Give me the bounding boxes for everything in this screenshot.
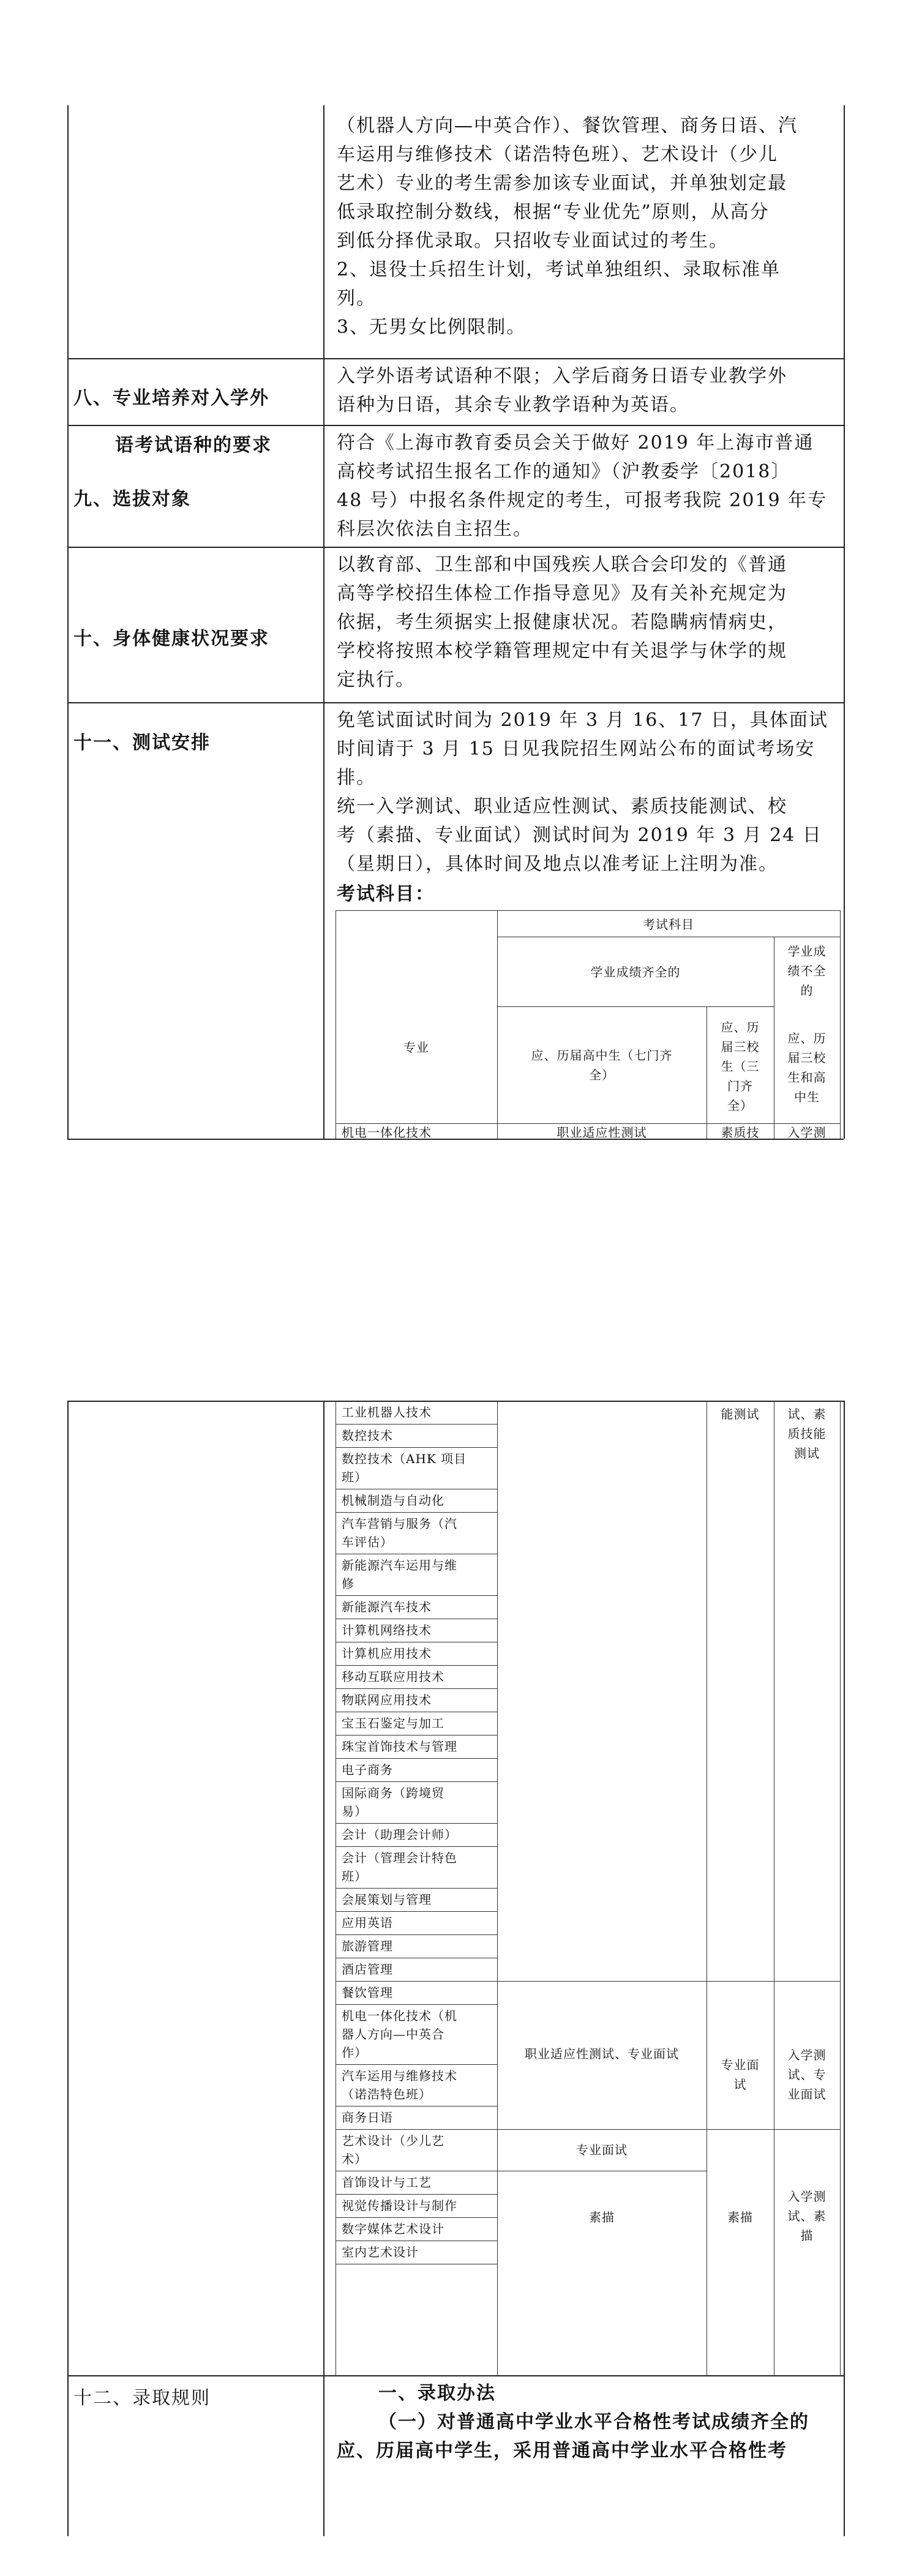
- row-label-line: 八、专业培养对入学外: [73, 388, 269, 409]
- g3-c1: 专业面试: [576, 2143, 628, 2157]
- top-paragraph-line: 3、无男女比例限制。: [337, 316, 527, 338]
- row-content-line: 时间请于 3 月 15 日见我院招生网站公布的面试考场安: [337, 738, 815, 760]
- row12-content-line: 应、历届高中学生，采用普通高中学业水平合格性考: [337, 2440, 787, 2462]
- table-left-border: [67, 1401, 69, 2536]
- major-name: 计算机网络技术: [342, 1623, 432, 1638]
- major-row-line: [336, 1823, 497, 1824]
- inner-first-c1: 职业适应性测试: [557, 1125, 647, 1140]
- row-content-line: 统一入学测试、职业适应性测试、素质技能测试、校: [337, 796, 787, 817]
- row-content-line: 高校考试招生报名工作的通知》（沪教委学〔2018〕: [337, 461, 791, 482]
- major-row-line: [336, 1688, 497, 1689]
- major-name: 宝玉石鉴定与加工: [342, 1716, 444, 1731]
- g4-c1: 素描: [589, 2210, 615, 2225]
- row-content-line: 48 号）中报名条件规定的考生，可报考我院 2019 年专: [337, 490, 828, 511]
- row12-content-line: （一）对普通高中学业水平合格性考试成绩齐全的: [378, 2411, 809, 2433]
- major-row-line: [336, 1512, 497, 1513]
- row12-label: 十二、录取规则: [73, 2387, 211, 2409]
- major-name: 数字媒体艺术设计: [342, 2222, 444, 2236]
- row-label-line: 九、选拔对象: [73, 489, 191, 510]
- inner-header-incomplete: 学业成 绩不全 的: [787, 944, 827, 998]
- major-row-line: [336, 2194, 497, 2195]
- major-row-line: [336, 1781, 497, 1782]
- inner-col-seven: 应、历届高中生（七门齐 全）: [531, 1048, 673, 1082]
- major-name: 商务日语: [342, 2110, 393, 2125]
- table-left-border: [67, 105, 69, 1139]
- inner-first-major: 机电一体化技术: [342, 1125, 432, 1140]
- row-content: [337, 362, 851, 419]
- row-separator: [67, 1401, 844, 1402]
- row-content-line: 考（素描、专业面试）测试时间为 2019 年 3 月 24 日: [337, 825, 822, 846]
- row-separator: [67, 702, 844, 703]
- row-content: [337, 706, 851, 878]
- row12-content: [337, 2379, 851, 2465]
- top-paragraph-line: 2、退役士兵招生计划，考试单独组织、录取标准单: [337, 259, 781, 280]
- major-name: 旅游管理: [342, 1939, 393, 1953]
- table-column-divider: [323, 1401, 324, 2536]
- row-label-line: 十一、测试安排: [73, 732, 211, 754]
- major-row-line: [336, 2004, 497, 2005]
- major-name: 餐饮管理: [342, 1985, 393, 2000]
- top-paragraph-line: 低录取控制分数线，根据“专业优先”原则，从高分: [337, 201, 770, 223]
- g2-c1: 职业适应性测试、专业面试: [525, 2046, 679, 2061]
- major-name: 物联网应用技术: [342, 1693, 432, 1707]
- top-paragraph: [337, 111, 851, 342]
- major-name: 汽车营销与服务（汽 车评估）: [342, 1516, 457, 1549]
- major-name: 视觉传播设计与制作: [342, 2198, 457, 2213]
- major-name: 会计（管理会计特色 班）: [342, 1851, 457, 1884]
- subjects-title: 考试科目：: [337, 883, 435, 905]
- row-content: [337, 429, 851, 544]
- row-content-line: 科层次依法自主招生。: [337, 519, 533, 540]
- major-name: 工业机器人技术: [342, 1405, 432, 1420]
- row-label-line: 十、身体健康状况要求: [73, 628, 269, 650]
- major-name: 新能源汽车运用与维 修: [342, 1558, 457, 1591]
- row-separator: [67, 2375, 844, 2376]
- row-content-line: 高等学校招生体检工作指导意见》及有关补充规定为: [337, 583, 787, 604]
- major-name: 应用英语: [342, 1915, 393, 1930]
- row-content-line: 以教育部、卫生部和中国残疾人联合会印发的《普通: [337, 554, 787, 575]
- top-paragraph-line: 到低分择优录取。只招收专业面试过的考生。: [337, 230, 729, 252]
- g4-c3: 入学测 试、素 描: [787, 2189, 827, 2243]
- major-row-line: [336, 1665, 497, 1666]
- major-row-line: [336, 2064, 497, 2065]
- top-paragraph-line: 列。: [337, 288, 376, 309]
- major-row-line: [336, 2129, 497, 2130]
- major-name: 首饰设计与工艺: [342, 2175, 432, 2190]
- major-name: 汽车运用与维修技术 （诺浩特色班）: [342, 2069, 457, 2102]
- major-row-line: [336, 1934, 497, 1935]
- inner-header-major: 专业: [403, 1040, 429, 1055]
- row-separator: [67, 358, 844, 359]
- top-paragraph-line: （机器人方向—中英合作）、餐饮管理、商务日语、汽: [337, 115, 798, 137]
- row-label: [73, 710, 318, 776]
- inner-top: [336, 910, 840, 911]
- major-name: 新能源汽车技术: [342, 1600, 432, 1614]
- major-name: 会展策划与管理: [342, 1892, 432, 1907]
- g1-c3: 试、素 质技能 测试: [787, 1407, 827, 1461]
- row-label: [73, 606, 318, 672]
- major-name: 数控技术（AHK 项目 班）: [342, 1451, 467, 1485]
- inner-h3: [497, 1006, 774, 1007]
- g2-c3: 入学测 试、专 业面试: [787, 2048, 827, 2102]
- major-row-line: [336, 1424, 497, 1425]
- row-label-line: 语考试语种的要求: [115, 435, 272, 456]
- major-name: 电子商务: [342, 1762, 393, 1777]
- table-right-border: [844, 1401, 845, 2536]
- major-row-line: [336, 1447, 497, 1448]
- g4-c2: 素描: [727, 2210, 753, 2225]
- major-row-line: [336, 1981, 497, 1982]
- major-name: 移动互联应用技术: [342, 1669, 444, 1684]
- major-row-line: [336, 2217, 497, 2218]
- page-1: [0, 0, 911, 1224]
- top-paragraph-line: 艺术）专业的考生需参加该专业面试，并单独划定最: [337, 173, 787, 194]
- major-name: 数控技术: [342, 1428, 393, 1443]
- major-name: 室内艺术设计: [342, 2245, 419, 2260]
- major-name: 机械制造与自动化: [342, 1493, 444, 1508]
- g1-c2: 能测试: [721, 1407, 760, 1421]
- row-content-line: 免笔试面试时间为 2019 年 3 月 16、17 日，具体面试: [337, 710, 828, 731]
- page-gap: [0, 1224, 911, 1352]
- row-content: [337, 550, 851, 694]
- inner-header-complete: 学业成绩齐全的: [590, 965, 681, 979]
- major-name: 会计（助理会计师）: [342, 1827, 457, 1842]
- page-2: [0, 1352, 911, 2576]
- inner-header-subjects: 考试科目: [643, 917, 694, 932]
- row-content-line: 定执行。: [337, 669, 415, 691]
- row-content-line: 排。: [337, 767, 376, 788]
- row-content-line: 入学外语考试语种不限；入学后商务日语专业教学外: [337, 365, 787, 387]
- row-separator: [67, 547, 844, 548]
- row-content-line: 语种为日语，其余专业教学语种为英语。: [337, 394, 689, 416]
- row-content-line: （星期日），具体时间及地点以准考证上注明为准。: [337, 853, 778, 875]
- major-row-line: [336, 1595, 497, 1596]
- row-label: [73, 365, 318, 478]
- inner-col-sanxiao: 应、历 届三校 生和高 中生: [787, 1031, 827, 1104]
- major-name: 计算机应用技术: [342, 1646, 432, 1661]
- g2-c2: 专业面 试: [721, 2057, 760, 2092]
- major-row-line: [336, 1846, 497, 1847]
- inner-col-three: 应、历 届三校 生（三 门齐 全）: [721, 1020, 760, 1113]
- major-name: 国际商务（跨境贸 易）: [342, 1786, 444, 1819]
- major-name: 珠宝首饰技术与管理: [342, 1739, 457, 1754]
- major-row-line: [336, 1758, 497, 1759]
- major-name: 艺术设计（少儿艺 术）: [342, 2133, 444, 2166]
- row-content-line: 学校将按照本校学籍管理规定中有关退学与休学的规: [337, 640, 787, 662]
- top-paragraph-line: 车运用与维修技术（诺浩特色班）、艺术设计（少儿: [337, 144, 778, 165]
- major-row-line: [336, 1911, 497, 1912]
- major-name: 酒店管理: [342, 1962, 393, 1977]
- table-column-divider: [323, 105, 324, 1139]
- inner-first-c3: 入学测: [787, 1125, 827, 1140]
- group-line: [497, 2129, 840, 2130]
- row-content-line: 符合《上海市教育委员会关于做好 2019 年上海市普通: [337, 432, 814, 454]
- group-line: [497, 1981, 840, 1982]
- row-content-line: 依据，考生须据实上报健康状况。若隐瞒病情病史，: [337, 612, 787, 633]
- major-name: 机电一体化技术（机 器人方向—中英合 作）: [342, 2009, 457, 2060]
- inner-right: [840, 910, 841, 1139]
- inner-right: [840, 1401, 841, 2375]
- inner-first-c2: 素质技: [721, 1125, 760, 1140]
- row12-content-line: 一、录取办法: [378, 2383, 496, 2404]
- row-label: [73, 466, 318, 532]
- inner-div1: [497, 910, 498, 1139]
- major-row-line: [336, 1888, 497, 1889]
